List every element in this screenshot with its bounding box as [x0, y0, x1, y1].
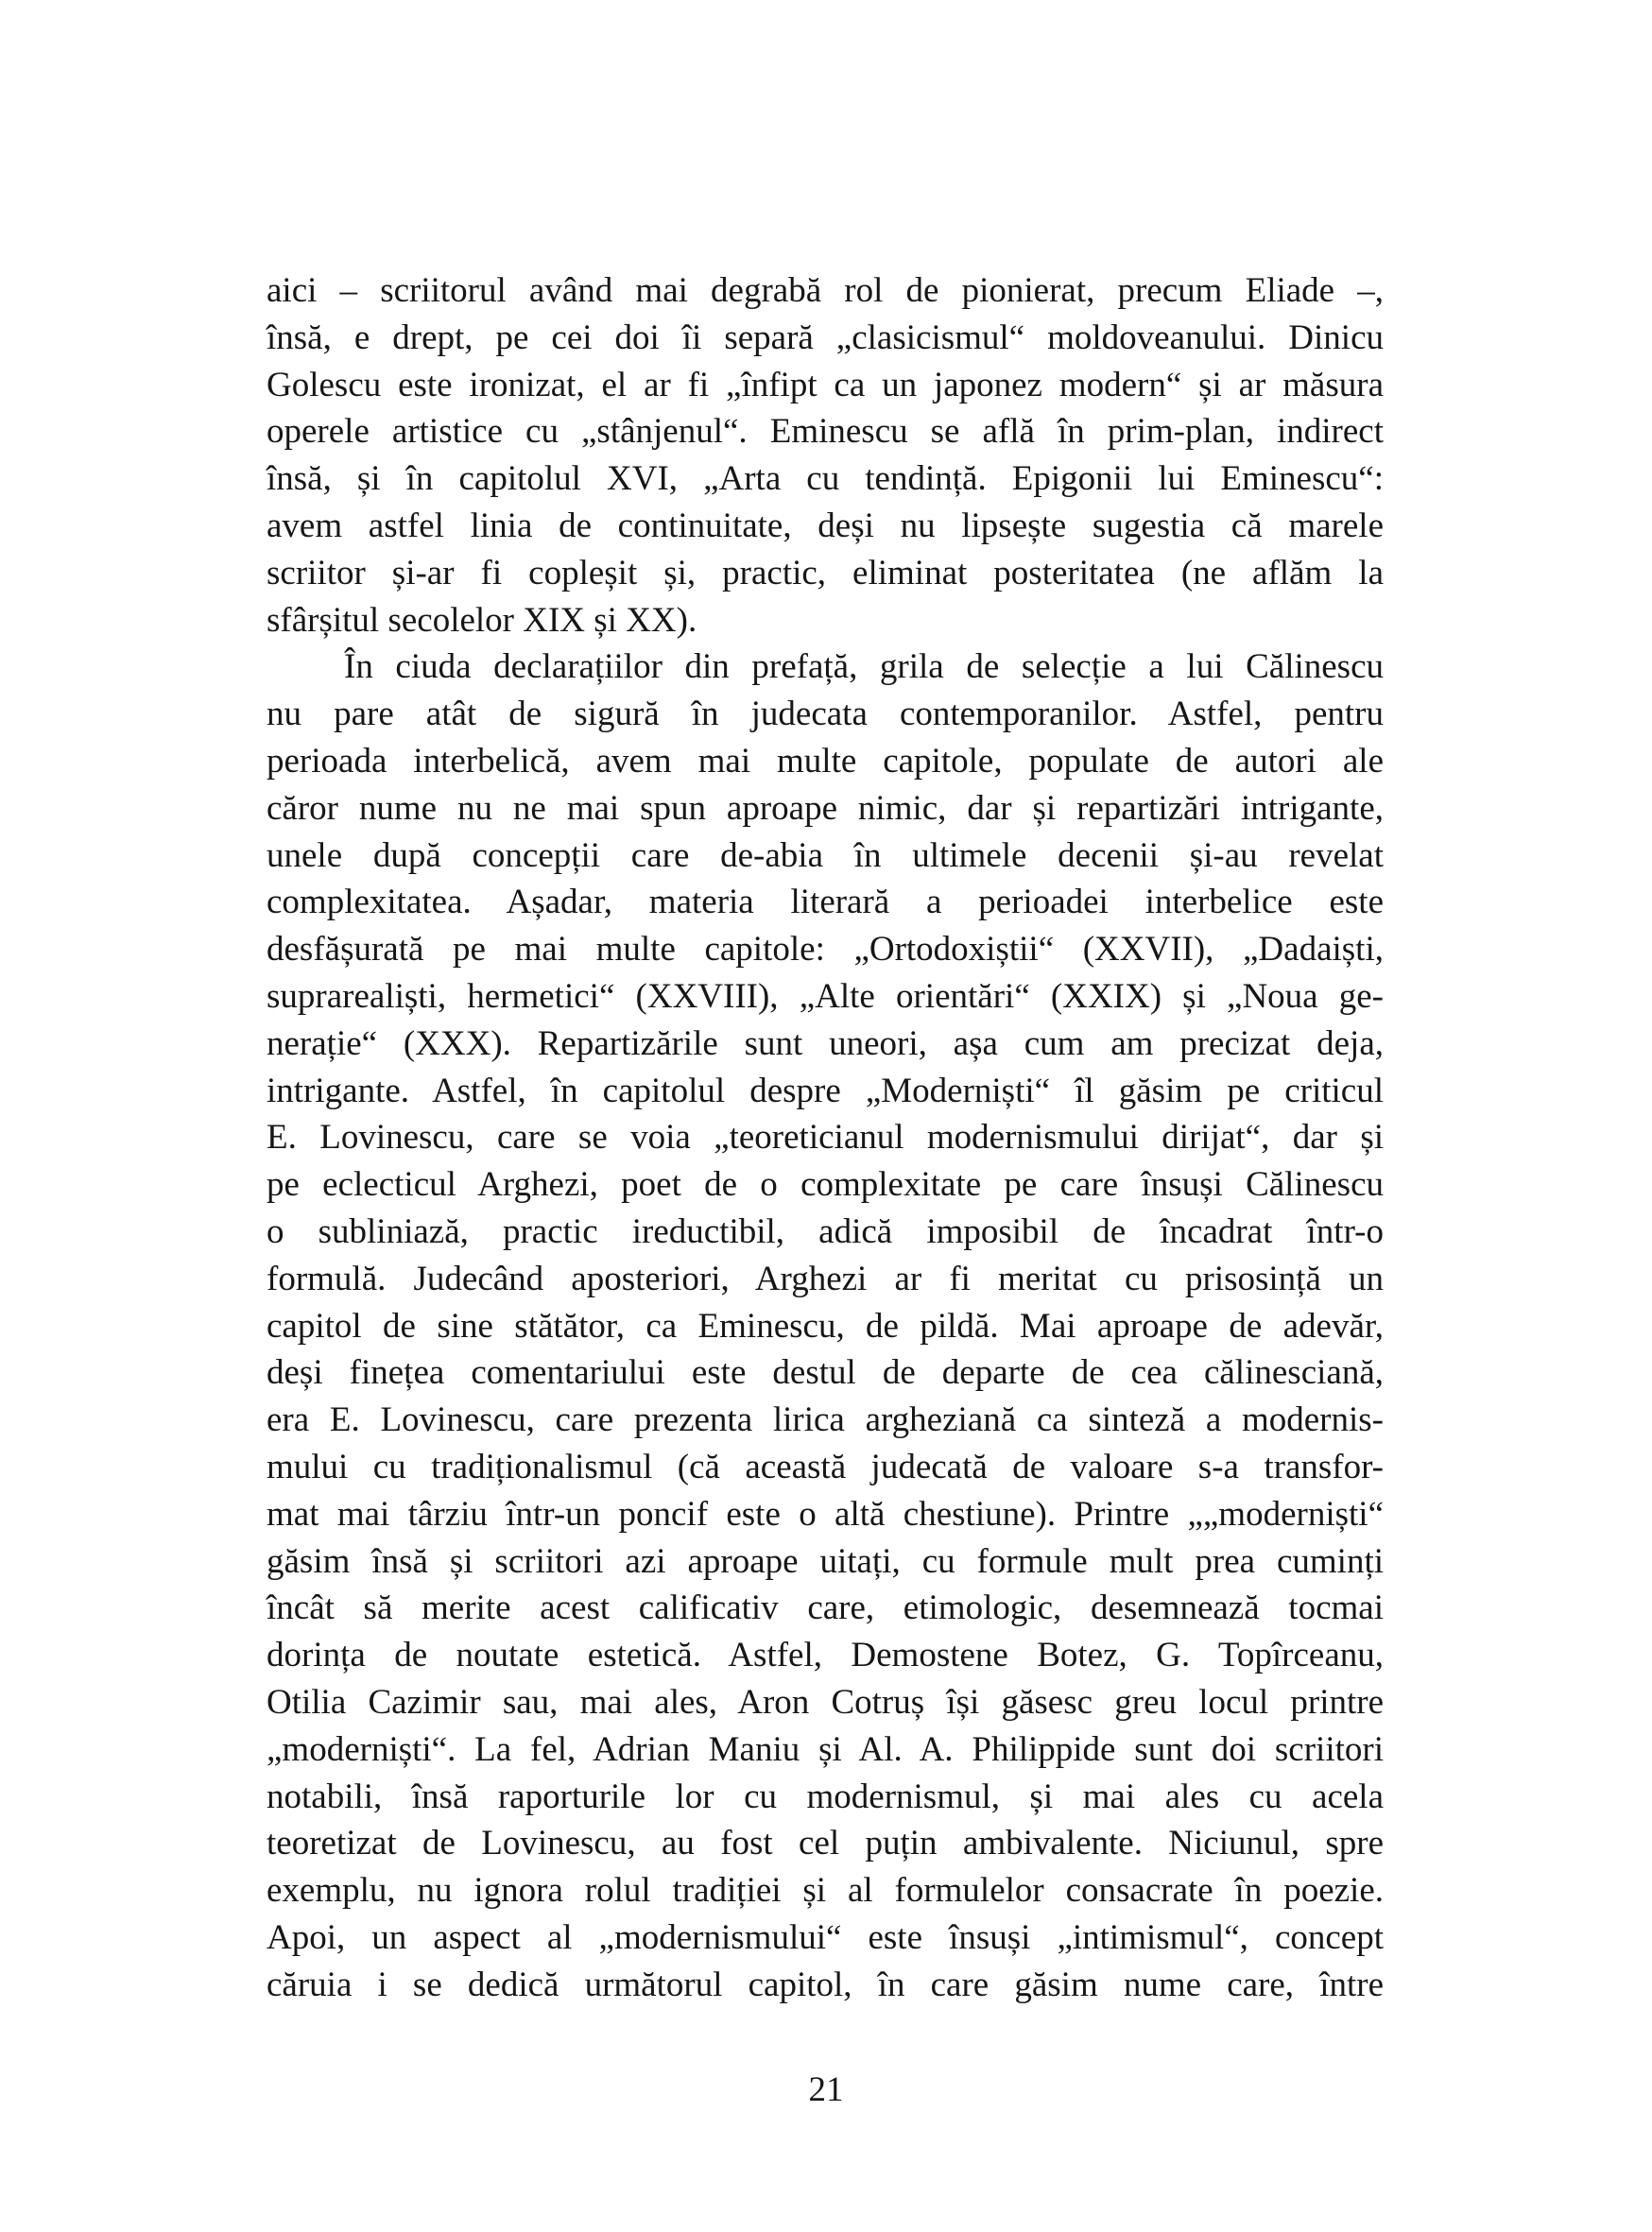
text-line: însă, și în capitolul XVI, „Arta cu tendință. Epigonii lui Eminescu“:	[267, 459, 1384, 499]
text-line: intrigante. Astfel, în capitolul despre „Moderniști“ îl găsim pe criticul	[267, 1071, 1384, 1110]
text-line: deși finețea comentariului este destul de departe de cea călinesciană,	[267, 1353, 1384, 1393]
text-line: era E. Lovinescu, care prezenta lirica argheziană ca sinteză a modernis-	[267, 1400, 1384, 1440]
text-line: „moderniști“. La fel, Adrian Maniu și Al. A. Philippide sunt doi scriitori	[267, 1729, 1384, 1769]
text-line: căror nume nu ne mai spun aproape nimic, dar și repartizări intrigante,	[267, 788, 1384, 828]
text-line: scriitor și-ar fi copleșit și, practic, eliminat posteritatea (ne aflăm la	[267, 553, 1384, 592]
text-line: sfârșitul secolelor XIX și XX).	[267, 600, 697, 640]
text-line: exemplu, nu ignora rolul tradiției și al formulelor consacrate în poezie.	[267, 1871, 1384, 1911]
body-text	[267, 267, 1384, 2008]
text-line: găsim însă și scriitori azi aproape uitați, cu formule mult prea cuminți	[267, 1541, 1384, 1581]
text-line: operele artistice cu „stânjenul“. Eminescu se află în prim-plan, indirect	[267, 412, 1384, 452]
text-line: perioada interbelică, avem mai multe capitole, populate de autori ale	[267, 741, 1384, 781]
text-line: aici – scriitorul având mai degrabă rol de pionierat, precum Eliade –,	[267, 271, 1384, 310]
text-line: mului cu tradiționalismul (că această judecată de valoare s-a transfor-	[267, 1447, 1384, 1486]
text-line: formulă. Judecând aposteriori, Arghezi ar fi meritat cu prisosință un	[267, 1259, 1384, 1298]
text-line: nu pare atât de sigură în judecata contemporanilor. Astfel, pentru	[267, 695, 1384, 734]
text-line: dorința de noutate estetică. Astfel, Demostene Botez, G. Topîrceanu,	[267, 1636, 1384, 1675]
text-line: complexitatea. Așadar, materia literară a perioadei interbelice este	[267, 883, 1384, 922]
text-line: În ciuda declarațiilor din prefață, grila de selecție a lui Călinescu	[344, 647, 1384, 687]
text-line: mat mai târziu într-un poncif este o altă chestiune). Printre „„moderniști“	[267, 1494, 1384, 1534]
text-line: pe eclecticul Arghezi, poet de o complexitate pe care însuși Călinescu	[267, 1165, 1384, 1205]
text-line: suprarealiști, hermetici“ (XXVIII), „Alte orientări“ (XXIX) și „Noua ge-	[267, 976, 1384, 1016]
text-line: nerație“ (XXX). Repartizările sunt uneori, așa cum am precizat deja,	[267, 1023, 1384, 1063]
text-line: desfășurată pe mai multe capitole: „Ortodoxiștii“ (XXVII), „Dadaiști,	[267, 930, 1384, 970]
text-line: Golescu este ironizat, el ar fi „înfipt ca un japonez modern“ și ar măsura	[267, 365, 1384, 404]
text-line: unele după concepții care de-abia în ultimele decenii și-au revelat	[267, 835, 1384, 875]
text-line: notabili, însă raporturile lor cu modernismul, și mai ales cu acela	[267, 1777, 1384, 1816]
text-line: capitol de sine stătător, ca Eminescu, de pildă. Mai aproape de adevăr,	[267, 1306, 1384, 1346]
text-line: încât să merite acest calificativ care, etimologic, desemnează tocmai	[267, 1588, 1384, 1628]
text-line: căruia i se dedică următorul capitol, în care găsim nume care, între	[267, 1965, 1384, 2004]
text-line: Apoi, un aspect al „modernismului“ este însuși „intimismul“, concept	[267, 1917, 1384, 1957]
text-line: E. Lovinescu, care se voia „teoreticianul modernismului dirijat“, dar și	[267, 1118, 1384, 1158]
text-line: o subliniază, practic ireductibil, adică imposibil de încadrat într-o	[267, 1211, 1384, 1251]
text-line: însă, e drept, pe cei doi îi separă „clasicismul“ moldoveanului. Dinicu	[267, 318, 1384, 357]
text-line: Otilia Cazimir sau, mai ales, Aron Cotruș își găsesc greu locul printre	[267, 1682, 1384, 1722]
page-number: 21	[808, 2070, 844, 2109]
text-line: avem astfel linia de continuitate, deși nu lipsește sugestia că marele	[267, 506, 1384, 545]
text-line: teoretizat de Lovinescu, au fost cel puțin ambivalente. Niciunul, spre	[267, 1824, 1384, 1863]
